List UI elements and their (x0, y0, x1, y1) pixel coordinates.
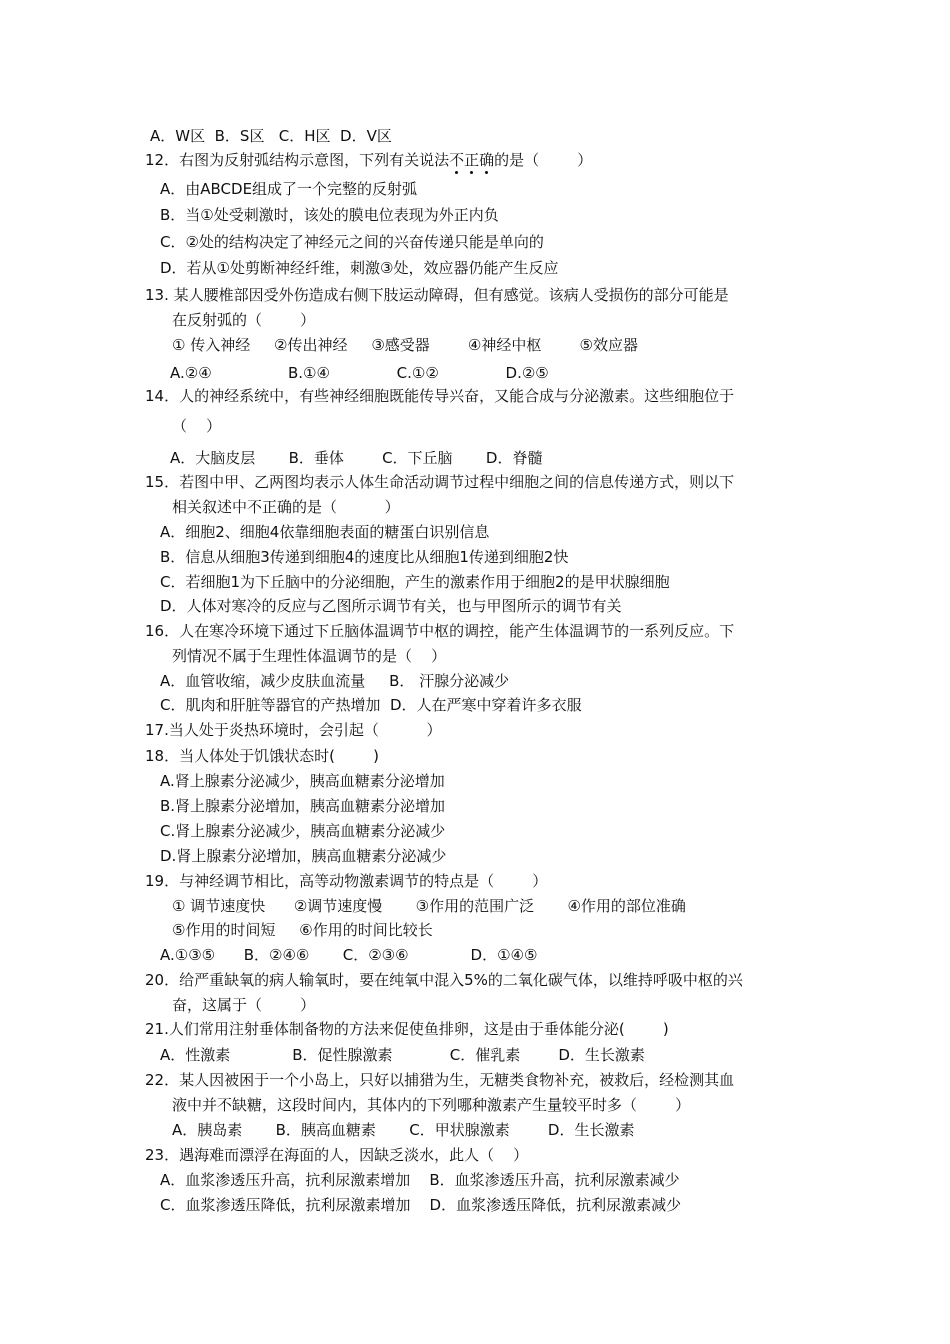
q11-options: A．W区 B．S区 C．H区 D．V区 (150, 127, 392, 145)
emphasis-mark: 不 (449, 151, 465, 169)
q22-stem: 22．某人因被困于一个小岛上，只好以捕猎为生，无糖类食物补充，被救后，经检测其血 (145, 1071, 735, 1089)
q14-stem-cont: （ ） (172, 417, 222, 435)
q16-stem: 16．人在寒冷环境下通过下丘脑体温调节中枢的调控，能产生体温调节的一系列反应。下 (145, 622, 735, 640)
q16-stem-cont: 列情况不属于生理性体温调节的是（ ） (172, 647, 447, 665)
q18-stem: 18．当人体处于饥饿状态时( ) (145, 747, 379, 765)
q14-stem: 14．人的神经系统中，有些神经细胞既能传导兴奋，又能合成与分泌激素。这些细胞位于 (145, 387, 735, 405)
q21-options: A．性激素 B．促性腺激素 C．催乳素 D．生长激素 (160, 1046, 645, 1064)
q20-stem-cont: 奋，这属于（ ） (172, 996, 316, 1014)
q15-option-d: D．人体对寒冷的反应与乙图所示调节有关，也与甲图所示的调节有关 (160, 597, 622, 615)
q13-stem-cont: 在反射弧的（ ） (172, 311, 316, 329)
q15-stem: 15．若图中甲、乙两图均表示人体生命活动调节过程中细胞之间的信息传递方式，则以下 (145, 473, 735, 491)
q15-option-c: C．若细胞1为下丘脑中的分泌细胞，产生的激素作用于细胞2的是甲状腺细胞 (160, 573, 670, 591)
q23-options-ab: A．血浆渗透压升高，抗利尿激素增加 B．血浆渗透压升高，抗利尿激素减少 (160, 1171, 680, 1189)
q13-stem: 13. 某人腰椎部因受外伤造成右侧下肢运动障碍，但有感觉。该病人受损伤的部分可能是 (145, 286, 729, 304)
emphasis-mark: 正 (464, 151, 480, 169)
q12-stem-end: 的是（ ） (494, 151, 593, 169)
q22-stem-cont: 液中并不缺糖，这段时间内，其体内的下列哪种激素产生量较平时多（ ） (172, 1096, 691, 1114)
q21-stem: 21.人们常用注射垂体制备物的方法来促使鱼排卵，这是由于垂体能分泌( ) (145, 1020, 669, 1038)
emphasis-mark: 确 (479, 151, 495, 169)
q19-items-2: ⑤作用的时间短 ⑥作用的时间比较长 (172, 921, 433, 939)
q18-option-a: A.肾上腺素分泌减少，胰高血糖素分泌增加 (160, 772, 445, 790)
q15-option-a: A．细胞2、细胞4依靠细胞表面的糖蛋白识别信息 (160, 523, 490, 541)
q15-stem-cont: 相关叙述中不正确的是（ ） (172, 498, 400, 516)
q14-options: A．大脑皮层 B．垂体 C．下丘脑 D．脊髓 (170, 449, 543, 467)
q23-stem: 23．遇海难而漂浮在海面的人，因缺乏淡水，此人（ ） (145, 1146, 529, 1164)
q16-options-ab: A．血管收缩，减少皮肤血流量 B． 汗腺分泌减少 (160, 672, 510, 690)
q18-option-b: B.肾上腺素分泌增加，胰高血糖素分泌增加 (160, 797, 446, 815)
q13-options: A.②④ B.①④ C.①② D.②⑤ (170, 364, 549, 382)
q13-items: ① 传入神经 ②传出神经 ③感受器 ④神经中枢 ⑤效应器 (172, 336, 638, 354)
q12-option-b: B．当①处受刺激时，该处的膜电位表现为外正内负 (160, 206, 499, 224)
q23-options-cd: C．血浆渗透压降低，抗利尿激素增加 D．血浆渗透压降低，抗利尿激素减少 (160, 1196, 682, 1214)
q16-options-cd: C．肌肉和肝脏等器官的产热增加 D．人在严寒中穿着许多衣服 (160, 696, 582, 714)
q20-stem: 20．给严重缺氧的病人输氧时，要在纯氧中混入5%的二氧化碳气体，以维持呼吸中枢的兴 (145, 971, 743, 989)
q19-options: A.①③⑤ B．②④⑥ C．②③⑥ D．①④⑤ (160, 946, 538, 964)
q12-stem-text: 12．右图为反射弧结构示意图，下列有关说法 (145, 151, 450, 169)
q19-items-1: ① 调节速度快 ②调节速度慢 ③作用的范围广泛 ④作用的部位准确 (172, 897, 686, 915)
q12-option-a: A．由ABCDE组成了一个完整的反射弧 (160, 180, 418, 198)
q15-option-b: B．信息从细胞3传递到细胞4的速度比从细胞1传递到细胞2快 (160, 548, 569, 566)
q19-stem: 19．与神经调节相比，高等动物激素调节的特点是（ ） (145, 872, 548, 890)
q18-option-c: C.肾上腺素分泌减少，胰高血糖素分泌减少 (160, 822, 446, 840)
q12-stem (145, 150, 592, 170)
q17-stem: 17.当人处于炎热环境时，会引起（ ） (145, 721, 442, 739)
q12-option-d: D．若从①处剪断神经纤维，刺激③处，效应器仍能产生反应 (160, 259, 559, 277)
q18-option-d: D.肾上腺素分泌增加，胰高血糖素分泌减少 (160, 847, 447, 865)
q22-options: A．胰岛素 B．胰高血糖素 C．甲状腺激素 D．生长激素 (172, 1121, 635, 1139)
q12-option-c: C．②处的结构决定了神经元之间的兴奋传递只能是单向的 (160, 233, 544, 251)
